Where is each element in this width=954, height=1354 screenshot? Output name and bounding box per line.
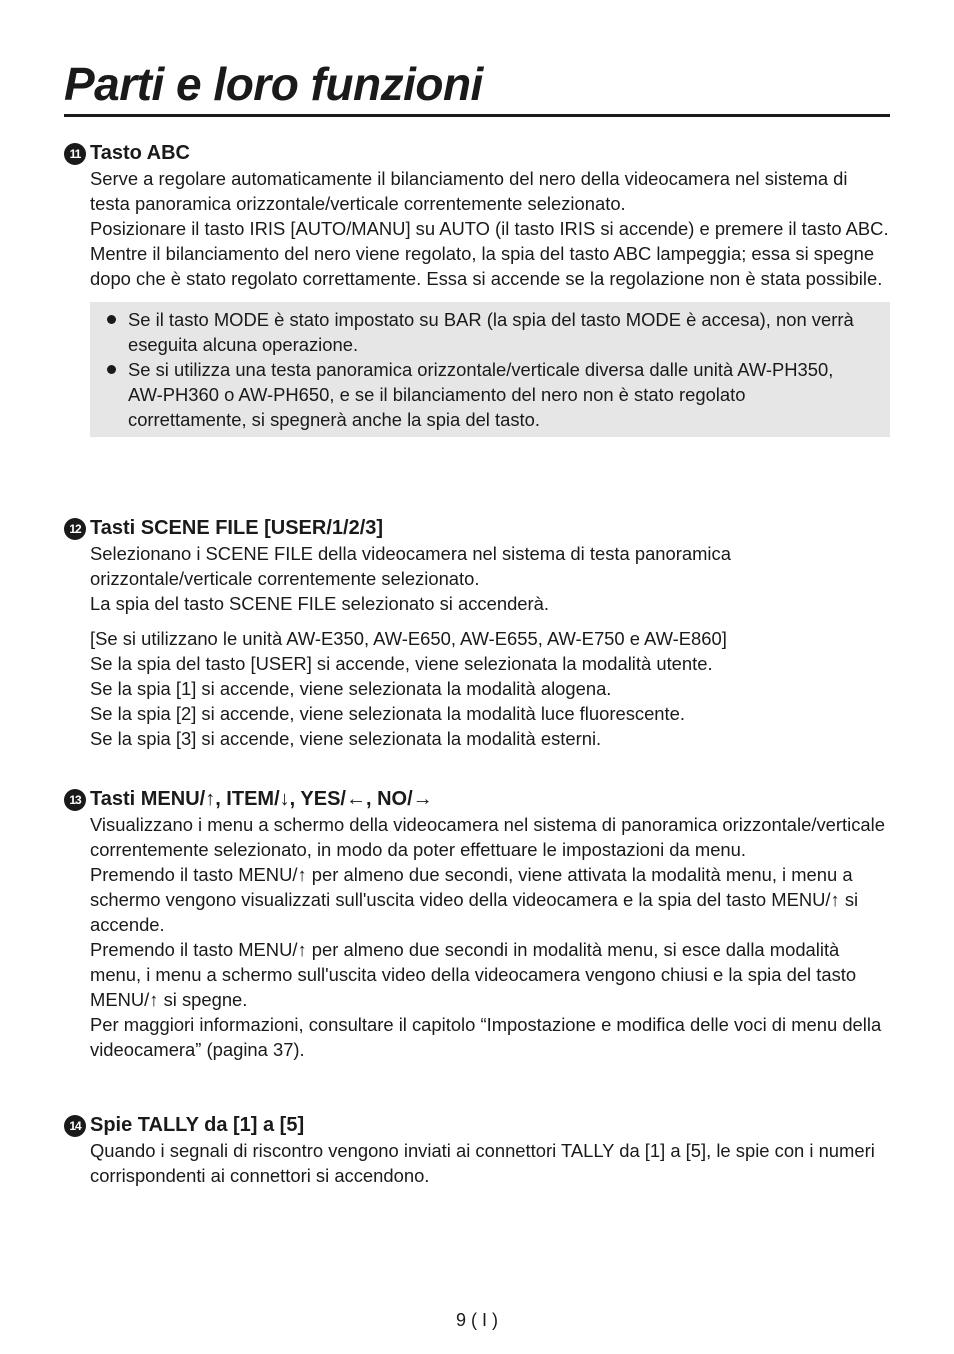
section-title: Tasti MENU/↑, ITEM/↓, YES/←, NO/→ xyxy=(90,788,433,810)
paragraph: Visualizzano i menu a schermo della videocamera nel sistema di panoramica orizzontale/verticale correntemente selezionato, in modo da poter effettuare le impostazioni da menu. xyxy=(90,814,885,860)
paragraph: Per maggiori informazioni, consultare il capitolo “Impostazione e modifica delle voci di menu della videocamera” (pagina 37). xyxy=(90,1014,882,1060)
note-text: Se il tasto MODE è stato impostato su BAR (la spia del tasto MODE è accesa), non verrà eseguita alcuna operazione. xyxy=(128,309,854,355)
section-title: Spie TALLY da [1] a [5] xyxy=(90,1114,305,1136)
paragraph: Se la spia [1] si accende, viene selezionata la modalità alogena. xyxy=(90,678,612,699)
section-scene-file xyxy=(64,516,890,751)
paragraph: Se la spia del tasto [USER] si accende, viene selezionata la modalità utente. xyxy=(90,653,713,674)
paragraph: Serve a regolare automaticamente il bilanciamento del nero della videocamera nel sistema di testa panoramica orizzontale/verticale correntemente selezionato. xyxy=(90,168,848,214)
paragraph: Selezionano i SCENE FILE della videocamera nel sistema di testa panoramica orizzontale/verticale correntemente selezionato. xyxy=(90,543,731,589)
note-item xyxy=(104,307,866,357)
number-badge: 11 xyxy=(64,143,86,165)
paragraph: La spia del tasto SCENE FILE selezionato si accenderà. xyxy=(90,593,549,614)
paragraph: [Se si utilizzano le unità AW-E350, AW-E650, AW-E655, AW-E750 e AW-E860] xyxy=(90,628,727,649)
section-body xyxy=(90,541,890,751)
section-body xyxy=(90,166,890,291)
section-body xyxy=(90,1138,890,1188)
paragraph: Premendo il tasto MENU/↑ per almeno due secondi, viene attivata la modalità menu, i menu a schermo vengono visualizzati sull'uscita video della videocamera e la spia del tasto MENU/↑ si accende. xyxy=(90,864,859,935)
paragraph: Se la spia [2] si accende, viene selezionata la modalità luce fluorescente. xyxy=(90,703,685,724)
number-badge: 12 xyxy=(64,518,86,540)
number-badge: 13 xyxy=(64,789,86,811)
note-item xyxy=(104,357,866,432)
section-heading xyxy=(64,787,890,812)
paragraph: Mentre il bilanciamento del nero viene regolato, la spia del tasto ABC lampeggia; essa si spegne dopo che è stato regolato correttamente. Essa si accende se la regolazione non è stata possibile. xyxy=(90,243,883,289)
section-heading xyxy=(64,516,890,541)
section-menu-keys xyxy=(64,787,890,1062)
section-tally xyxy=(64,1113,890,1188)
paragraph: Posizionare il tasto IRIS [AUTO/MANU] su AUTO (il tasto IRIS si accende) e premere il tasto ABC. xyxy=(90,218,889,239)
section-heading xyxy=(64,141,890,166)
bullet-icon xyxy=(107,315,116,324)
page-title: Parti e loro funzioni xyxy=(64,58,483,110)
paragraph: Se la spia [3] si accende, viene selezionata la modalità esterni. xyxy=(90,728,602,749)
note-box xyxy=(90,302,890,437)
bullet-icon xyxy=(107,365,116,374)
section-title: Tasto ABC xyxy=(90,142,190,164)
page-number: 9 ( I ) xyxy=(455,1310,498,1330)
paragraph: Quando i segnali di riscontro vengono inviati ai connettori TALLY da [1] a [5], le spie con i numeri corrispondenti ai connettori si accendono. xyxy=(90,1140,875,1186)
number-badge: 14 xyxy=(64,1115,86,1137)
section-title: Tasti SCENE FILE [USER/1/2/3] xyxy=(90,517,384,539)
section-tasto-abc xyxy=(64,141,890,437)
paragraph: Premendo il tasto MENU/↑ per almeno due secondi in modalità menu, si esce dalla modalità menu, i menu a schermo sull'uscita video della videocamera vengono chiusi e la spia del tasto MENU/↑ si spegne. xyxy=(90,939,857,1010)
section-heading xyxy=(64,1113,890,1138)
section-body xyxy=(90,812,890,1062)
title-rule xyxy=(64,114,890,117)
note-text: Se si utilizza una testa panoramica orizzontale/verticale diversa dalle unità AW-PH350, AW-PH360 o AW-PH650, e se il bilanciamento del nero non è stato regolato correttamente, si spegnerà anche la spia del tasto. xyxy=(128,359,834,430)
